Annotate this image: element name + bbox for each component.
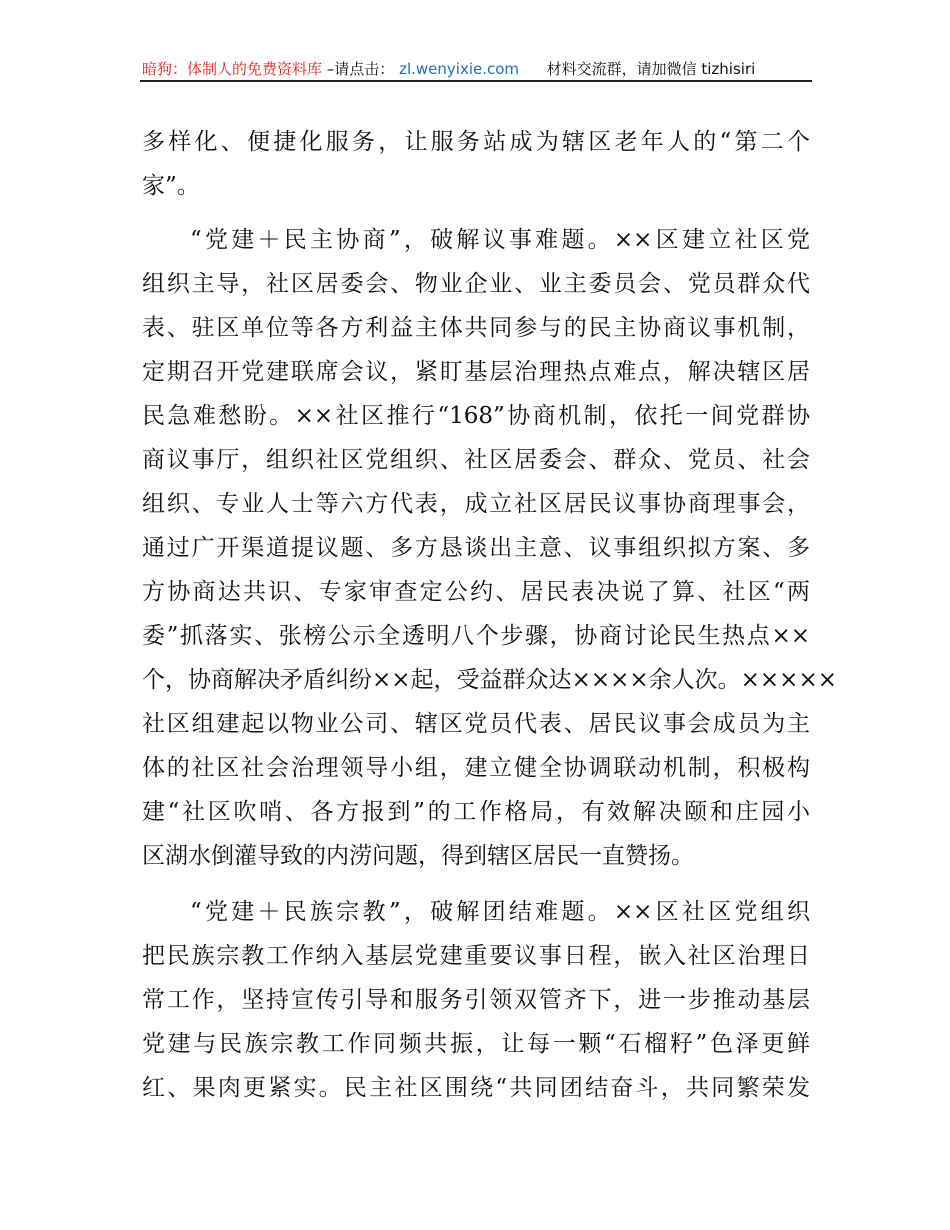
text-line: 委”抓落实、张榜公示全透明八个步骤，协商讨论民生热点××	[142, 623, 810, 649]
text-line: “党建＋民主协商”，破解议事难题。××区建立社区党	[190, 227, 810, 253]
text-line: 表、驻区单位等各方利益主体共同参与的民主协商议事机制，	[142, 315, 810, 341]
header-brand: 暗狗：体制人的免费资料库	[142, 60, 323, 78]
text-line: 家”。	[142, 173, 200, 199]
text-line: 定期召开党建联席会议，紧盯基层治理热点难点，解决辖区居	[142, 359, 810, 385]
text-line: 组织、专业人士等六方代表，成立社区居民议事协商理事会，	[142, 491, 810, 517]
text-line: 多样化、便捷化服务，让服务站成为辖区老年人的“第二个	[142, 129, 810, 155]
text-line: 红、果肉更紧实。民主社区围绕“共同团结奋斗，共同繁荣发	[142, 1075, 810, 1101]
text-line: 民急难愁盼。××社区推行“168”协商机制，依托一间党群协	[142, 403, 810, 429]
text-line: 区湖水倒灌导致的内涝问题，得到辖区居民一直赞扬。	[142, 843, 694, 869]
text-line: 体的社区社会治理领导小组，建立健全协调联动机制，积极构	[142, 755, 810, 781]
paragraph-2	[142, 218, 837, 878]
text-line: 通过广开渠道提议题、多方恳谈出主意、议事组织拟方案、多	[142, 535, 810, 561]
paragraph-3	[142, 890, 810, 1110]
header-prompt: –请点击：	[326, 60, 395, 78]
text-line: 组织主导，社区居委会、物业企业、业主委员会、党员群众代	[142, 271, 810, 297]
header-note: 材料交流群，请加微信 tizhisiri	[546, 60, 756, 78]
page-header	[142, 58, 810, 79]
text-line: 建“社区吹哨、各方报到”的工作格局，有效解决颐和庄园小	[142, 799, 810, 825]
text-line: 社区组建起以物业公司、辖区党员代表、居民议事会成员为主	[142, 711, 810, 737]
text-line: 方协商达共识、专家审查定公约、居民表决说了算、社区“两	[142, 579, 810, 605]
header-link[interactable]: zl.wenyixie.com	[399, 60, 520, 78]
text-line: 把民族宗教工作纳入基层党建重要议事日程，嵌入社区治理日	[142, 943, 810, 969]
paragraph-1	[142, 120, 810, 208]
text-line: 个，协商解决矛盾纠纷××起，受益群众达××××余人次。×××××	[142, 667, 837, 693]
text-line: 常工作，坚持宣传引导和服务引领双管齐下，进一步推动基层	[142, 987, 810, 1013]
text-line: 商议事厅，组织社区党组织、社区居委会、群众、党员、社会	[142, 447, 810, 473]
header-divider	[140, 80, 812, 82]
text-line: “党建＋民族宗教”，破解团结难题。××区社区党组织	[190, 899, 810, 925]
text-line: 党建与民族宗教工作同频共振，让每一颗“石榴籽”色泽更鲜	[142, 1031, 810, 1057]
